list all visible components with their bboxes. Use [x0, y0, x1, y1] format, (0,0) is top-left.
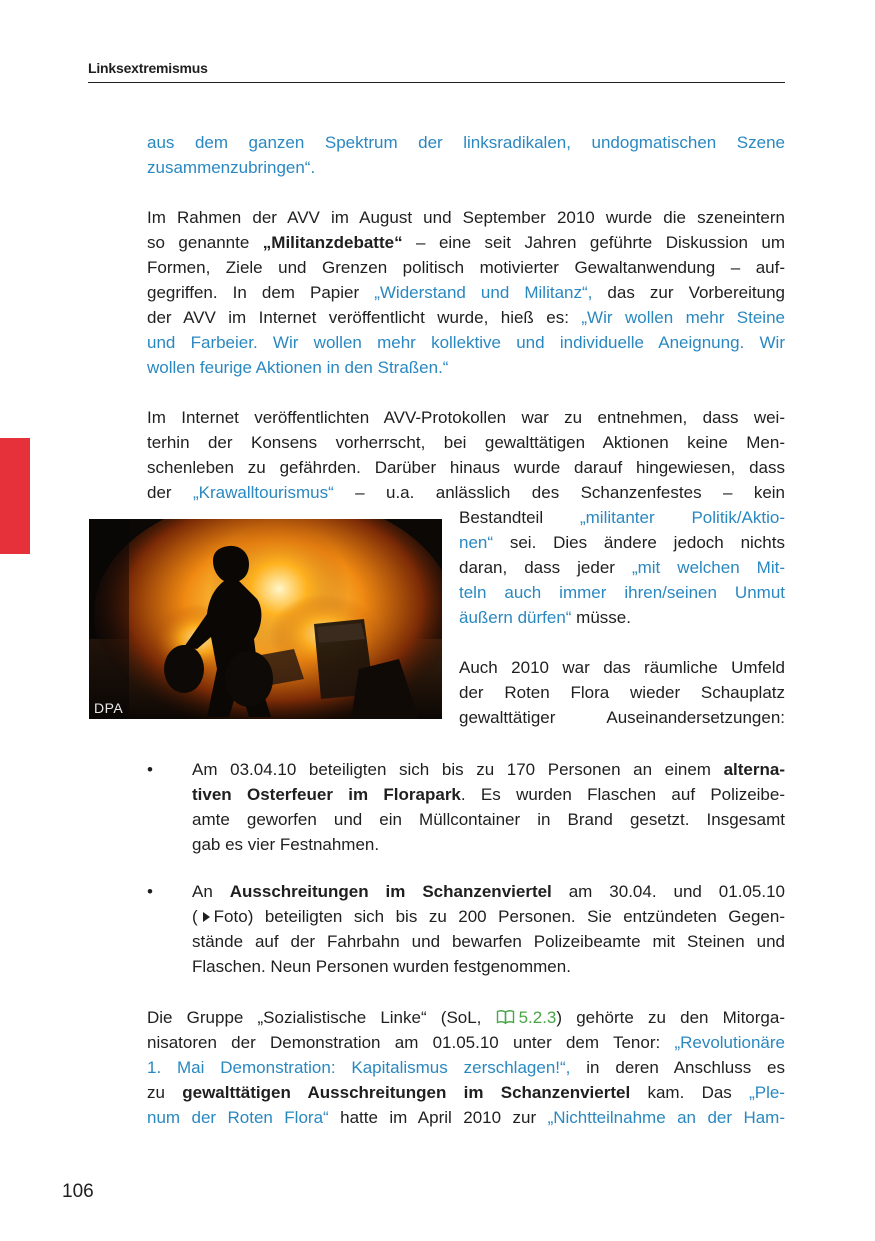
quote-link: „mit welchen Mit-	[631, 558, 785, 577]
text-line: zu gewalttätigen Ausschreitungen im Schanzenviertel kam. Das „Ple-	[147, 1083, 785, 1102]
text-line: num der Roten Flora“ hatte im April 2010 zur „Nichtteilnahme an der Ham-	[147, 1108, 785, 1127]
running-header	[88, 60, 785, 83]
cross-reference-link[interactable]: 5.2.3	[518, 1008, 557, 1027]
paragraph-1	[147, 130, 785, 180]
militanzdebatte-term: „Militanzdebatte“	[262, 233, 403, 252]
quote-link: äußern dürfen“	[459, 608, 572, 627]
text-line: wollen feurige Aktionen in den Straßen.“	[147, 358, 449, 377]
bullet-marker: •	[147, 760, 153, 779]
text-line: Im Rahmen der AVV im August und September 2010 wurde die szeneintern	[147, 208, 785, 227]
quote-link: num der Roten Flora“	[147, 1108, 329, 1127]
text-line: gegriffen. In dem Papier „Widerstand und Militanz“, das zur Vorbereitung	[147, 283, 785, 302]
quote-link: „Krawalltourismus“	[192, 483, 334, 502]
paragraph-3	[147, 405, 785, 505]
text-line: schenleben zu gefährden. Darüber hinaus wurde darauf hingewiesen, dass	[147, 458, 785, 477]
text-line: äußern dürfen“ müsse.	[459, 608, 631, 627]
text-line: teln auch immer ihren/seinen Unmut	[459, 583, 785, 602]
page-number: 106	[62, 1181, 94, 1202]
quote-link: „Nichtteilnahme an der Ham-	[547, 1108, 785, 1127]
text-line: ( Foto) beteiligten sich bis zu 200 Personen. Sie entzündeten Gegen-	[192, 907, 785, 926]
quote-link: „Revolutionäre	[674, 1033, 785, 1052]
text-line: so genannte „Militanzdebatte“ – eine seit Jahren geführte Diskussion um	[147, 233, 785, 252]
list-item	[192, 879, 785, 979]
text-line: amte geworfen und ein Müllcontainer in Brand gesetzt. Insgesamt	[192, 810, 785, 829]
quote-link: nen“	[459, 533, 494, 552]
text-line: der „Krawalltourismus“ – u.a. anlässlich des Schanzenfestes – kein	[147, 483, 786, 502]
quote-link: „Wir wollen mehr Steine	[581, 308, 785, 327]
text-line: aus dem ganzen Spektrum der linksradikalen, undogmatischen Szene	[147, 133, 785, 152]
play-arrow-icon	[201, 911, 212, 923]
text-line: Im Internet veröffentlichten AVV-Protokollen war zu entnehmen, dass wei-	[147, 408, 785, 427]
text-line: gab es vier Festnahmen.	[192, 835, 380, 854]
text-line: Auch 2010 war das räumliche Umfeld	[459, 658, 785, 677]
quote-link: „Ple-	[749, 1083, 785, 1102]
quote-link: „militanter Politik/Aktio-	[579, 508, 785, 527]
quote-link: 1. Mai Demonstration: Kapitalismus zerschlagen!“,	[147, 1058, 571, 1077]
paragraph-4	[459, 655, 785, 730]
text-line: gewalttätiger Auseinandersetzungen:	[459, 708, 785, 727]
text-line: 1. Mai Demonstration: Kapitalismus zerschlagen!“, in deren Anschluss es	[147, 1058, 785, 1077]
text-line: stände auf der Fahrbahn und bewarfen Polizeibeamte mit Steinen und	[192, 932, 785, 951]
chapter-marker	[0, 438, 30, 554]
riot-photo	[89, 519, 442, 719]
text-line: An Ausschreitungen im Schanzenviertel am 30.04. und 01.05.10	[192, 882, 785, 901]
text-line: daran, dass jeder „mit welchen Mit-	[459, 558, 785, 577]
text-line: Am 03.04.10 beteiligten sich bis zu 170 Personen an einem alterna-	[192, 760, 785, 779]
paragraph-3-wrap	[459, 505, 785, 630]
list-item	[192, 757, 785, 857]
book-icon	[496, 1009, 515, 1025]
text-line: nisatoren der Demonstration am 01.05.10 unter dem Tenor: „Revolutionäre	[147, 1033, 785, 1052]
text-line: terhin der Konsens vorherrscht, bei gewalttätigen Aktionen keine Men-	[147, 433, 785, 452]
photo-credit: DPA	[94, 700, 124, 716]
text-line: Flaschen. Neun Personen wurden festgenommen.	[192, 957, 571, 976]
paragraph-2	[147, 205, 785, 380]
text-line: Bestandteil „militanter Politik/Aktio-	[459, 508, 785, 527]
header-title: Linksextremismus	[88, 60, 208, 76]
text-line: nen“ sei. Dies ändere jedoch nichts	[459, 533, 785, 552]
text-line: Die Gruppe „Sozialistische Linke“ (SoL, 5.2.3) gehörte zu den Mitorga-	[147, 1008, 785, 1027]
text-line: zusammenzubringen“.	[147, 158, 316, 177]
text-line: der Roten Flora wieder Schauplatz	[459, 683, 785, 702]
paragraph-5	[147, 1005, 785, 1130]
text-line: der AVV im Internet veröffentlicht wurde, hieß es: „Wir wollen mehr Steine	[147, 308, 785, 327]
quote-link: „Widerstand und Militanz“,	[374, 283, 593, 302]
fire-scene-image	[89, 519, 442, 719]
text-line: tiven Osterfeuer im Florapark. Es wurden Flaschen auf Polizeibe-	[192, 785, 785, 804]
text-line: und Farbeier. Wir wollen mehr kollektive und individuelle Aneignung. Wir	[147, 333, 785, 352]
bullet-marker: •	[147, 882, 153, 901]
text-line: Formen, Ziele und Grenzen politisch motivierter Gewaltanwendung – auf-	[147, 258, 785, 277]
